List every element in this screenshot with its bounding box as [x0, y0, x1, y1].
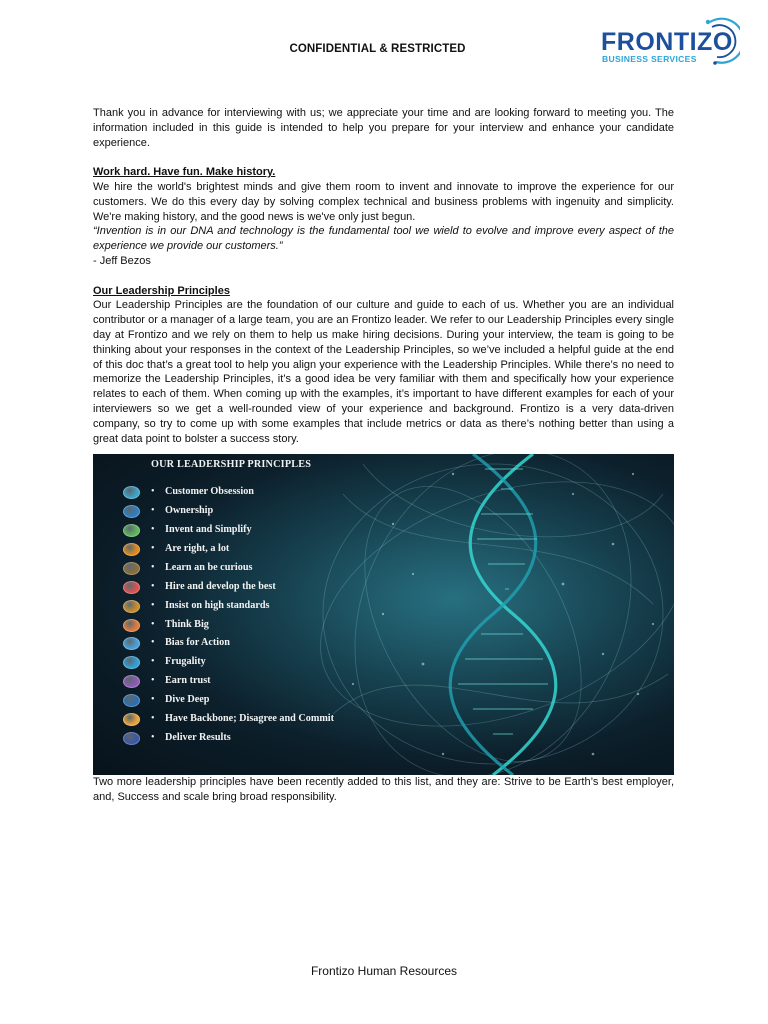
page-header-title: CONFIDENTIAL & RESTRICTED: [289, 43, 466, 55]
principle-label: Deliver Results: [165, 731, 231, 743]
principle-label: Dive Deep: [165, 694, 210, 706]
medal-icon: [123, 600, 140, 613]
bullet-marker: •: [151, 505, 155, 517]
quote-attribution: - Jeff Bezos: [93, 254, 151, 267]
bullet-marker: •: [151, 543, 155, 554]
bullet-marker: •: [151, 694, 155, 706]
team-icon: [123, 713, 140, 726]
principle-label: Insist on high standards: [165, 599, 270, 611]
intro-paragraph: Thank you in advance for interviewing with us; we appreciate your time and are looking forward to meeting you. The information included in this guide is intended to help you prepare for your interview and enhance your candidate experience.: [93, 107, 674, 149]
bezos-quote: “Invention is in our DNA and technology is the fundamental tool we wield to evolve and improve every aspect of the experience we provide our customers.”: [93, 225, 674, 253]
bullet-marker: •: [151, 637, 155, 649]
principle-label: Are right, a lot: [165, 543, 230, 554]
principle-label: Customer Obsession: [165, 486, 254, 498]
bullet-marker: •: [151, 618, 155, 630]
principle-label: Invent and Simplify: [165, 524, 252, 536]
bullet-marker: •: [151, 561, 155, 573]
closing-paragraph: Two more leadership principles have been recently added to this list, and they are: Strive to be Earth’s best employer, and, Success and scale bring broad responsibility.: [93, 776, 674, 804]
people-icon: [123, 581, 140, 594]
principle-label: Bias for Action: [165, 637, 230, 649]
page-footer: Frontizo Human Resources: [310, 964, 458, 978]
principle-label: Ownership: [165, 505, 214, 517]
book-icon: [123, 562, 140, 575]
bullet-marker: •: [151, 580, 155, 592]
document-body: [93, 106, 674, 805]
bullet-marker: •: [151, 656, 155, 668]
logo-subtitle: BUSINESS SERVICES: [602, 54, 697, 64]
principle-label: Hire and develop the best: [165, 580, 276, 592]
dna-helix-illustration: [93, 454, 674, 775]
frontizo-logo: [598, 16, 740, 70]
principle-label: Frugality: [165, 656, 206, 668]
target-icon: [123, 543, 140, 556]
idea-icon: [123, 619, 140, 632]
section-heading-leadership: Our Leadership Principles: [93, 284, 230, 297]
logo-wordmark: FRONTIZO: [601, 28, 733, 56]
section-heading-work-hard: Work hard. Have fun. Make history.: [93, 166, 276, 179]
trophy-icon: [123, 732, 140, 745]
bullet-marker: •: [151, 524, 155, 536]
figure-title: OUR LEADERSHIP PRINCIPLES: [151, 459, 312, 471]
section-body-work-hard: We hire the world's brightest minds and give them room to invent and innovate to improve the experience for our customers. We do this every day by solving complex technical and business problems with ingenuity and simplicity. We're making history, and the good news is we've only just begun.: [93, 180, 674, 223]
bullet-marker: •: [151, 486, 155, 498]
leadership-principles-figure: [93, 454, 674, 775]
principle-label: Think Big: [165, 618, 209, 630]
bullet-marker: •: [151, 599, 155, 611]
bullet-marker: •: [151, 731, 155, 743]
principle-label: Earn trust: [165, 675, 211, 687]
bullet-marker: •: [151, 675, 155, 687]
principle-label: Have Backbone; Disagree and Commit: [165, 713, 335, 725]
principle-label: Learn an be curious: [165, 561, 253, 573]
bullet-marker: •: [151, 713, 155, 725]
section-body-leadership: Our Leadership Principles are the foundation of our culture and guide to each of us. Whether you are an individual contributor or a manager of a large team, you are an Frontizo leader. We refer to our Leadership Principles every single day at Frontizo and we rely on them to help us make hiring decisions. During your interview, the team is going to be thinking about your responses in the context of the Leadership Principles, so we’ve included a helpful guide at the end of this doc that’s a great tool to help you align your experience with the Leadership Principles. While there’s no need to memorize the Leadership Principles, it’s a good idea be very familiar with them and specifically how your experience relates to each of them. When coming up with the examples, it’s important to have different examples for each of your interviewers so we get a well-rounded view of your experience and background. Frontizo is a very data-driven company, so try to come up with some examples that include metrics or data as there’s nothing better than using a great data point to bolster a success story.: [93, 299, 674, 445]
